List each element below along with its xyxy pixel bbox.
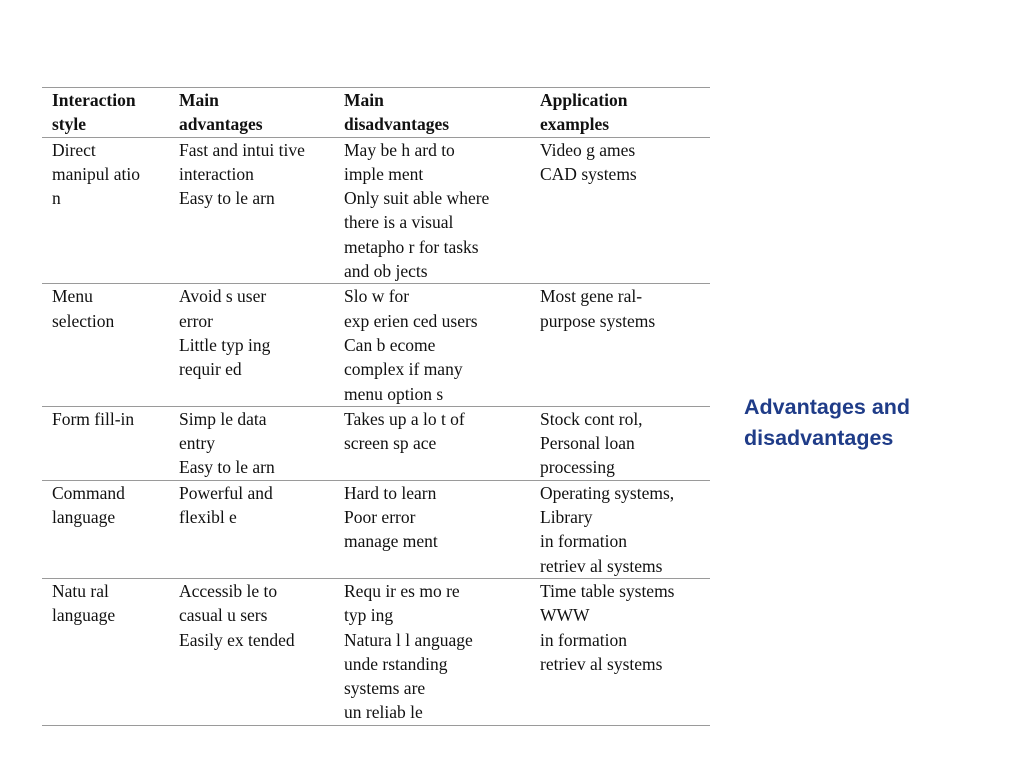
cell-examples [530,578,710,725]
cell-interaction-style [42,578,169,725]
cell-line: purpose systems [540,310,656,331]
cell-line: Form fill-in [52,408,135,429]
cell-disadvantages [334,137,530,284]
slide-title-line: disadvantages [744,426,894,450]
cell-line: Avoid s user [179,286,267,307]
slide-title [744,392,1004,454]
cell-line: WWW [540,605,590,626]
table-body [42,137,710,725]
cell-line: Natu ral [52,580,109,601]
cell-line: Operating systems, [540,482,675,503]
cell-interaction-style [42,284,169,406]
cell-line: requir ed [179,359,242,380]
cell-line: Menu [52,286,93,307]
cell-line: processing [540,457,615,478]
cell-line: n [52,188,61,209]
header-main-disadvantages: Main disadvantages [334,88,530,138]
comparison-table [42,87,710,726]
cell-line: Requ ir es mo re [344,580,460,601]
cell-line: Easy to le arn [179,188,275,209]
cell-line: retriev al systems [540,653,663,674]
cell-line: Hard to learn [344,482,437,503]
cell-examples [530,406,710,480]
cell-line: Stock cont rol, [540,408,643,429]
cell-disadvantages [334,578,530,725]
cell-line: Natura l l anguage [344,629,473,650]
cell-line: Easily ex tended [179,629,295,650]
cell-line: Command [52,482,125,503]
cell-line: Slo w for [344,286,410,307]
table-row [42,284,710,406]
cell-line: flexibl e [179,507,237,528]
cell-disadvantages [334,406,530,480]
header-application-examples: Application examples [530,88,710,138]
cell-line: in formation [540,531,627,552]
cell-line: Accessib le to [179,580,278,601]
header-interaction-style: Interaction style [42,88,169,138]
cell-line: complex if many [344,359,463,380]
cell-advantages [169,406,334,480]
cell-line: manipul atio [52,163,140,184]
cell-line: Little typ ing [179,334,271,355]
cell-interaction-style [42,406,169,480]
cell-line: exp erien ced users [344,310,478,331]
cell-line: retriev al systems [540,555,663,576]
cell-line: imple ment [344,163,424,184]
table-row [42,480,710,578]
cell-line: language [52,605,116,626]
cell-line: menu option s [344,383,444,404]
cell-line: selection [52,310,115,331]
cell-examples [530,137,710,284]
cell-line: Video g ames [540,139,636,160]
slide-title-line: Advantages and [744,395,911,419]
cell-advantages [169,480,334,578]
table-row [42,137,710,284]
cell-examples [530,284,710,406]
cell-interaction-style [42,137,169,284]
cell-line: Powerful and [179,482,273,503]
table-row [42,406,710,480]
cell-line: Personal loan [540,433,635,454]
table-row [42,578,710,725]
table-header [42,88,710,138]
cell-line: metapho r for tasks [344,236,479,257]
cell-line: un reliab le [344,702,423,723]
cell-line: Most gene ral- [540,286,643,307]
cell-line: casual u sers [179,605,268,626]
cell-line: Takes up a lo t of [344,408,465,429]
cell-line: Easy to le arn [179,457,275,478]
cell-line: error [179,310,214,331]
cell-line: Poor error [344,507,416,528]
cell-interaction-style [42,480,169,578]
cell-line: there is a visual [344,212,454,233]
cell-line: Simp le data [179,408,267,429]
cell-advantages [169,284,334,406]
cell-line: screen sp ace [344,433,437,454]
cell-line: and ob jects [344,261,428,282]
cell-line: Fast and intui tive [179,139,305,160]
cell-examples [530,480,710,578]
cell-disadvantages [334,284,530,406]
cell-line: interaction [179,163,254,184]
cell-advantages [169,578,334,725]
cell-line: language [52,507,116,528]
cell-line: Library [540,507,593,528]
cell-disadvantages [334,480,530,578]
cell-line: manage ment [344,531,438,552]
cell-line: systems are [344,678,426,699]
cell-advantages [169,137,334,284]
header-row [42,88,710,138]
header-main-advantages: Main advantages [169,88,334,138]
cell-line: Only suit able where [344,188,490,209]
cell-line: Time table systems [540,580,675,601]
cell-line: typ ing [344,605,394,626]
cell-line: entry [179,433,215,454]
cell-line: Direct [52,139,96,160]
cell-line: May be h ard to [344,139,455,160]
cell-line: CAD systems [540,163,637,184]
cell-line: Can b ecome [344,334,436,355]
cell-line: unde rstanding [344,653,448,674]
cell-line: in formation [540,629,627,650]
